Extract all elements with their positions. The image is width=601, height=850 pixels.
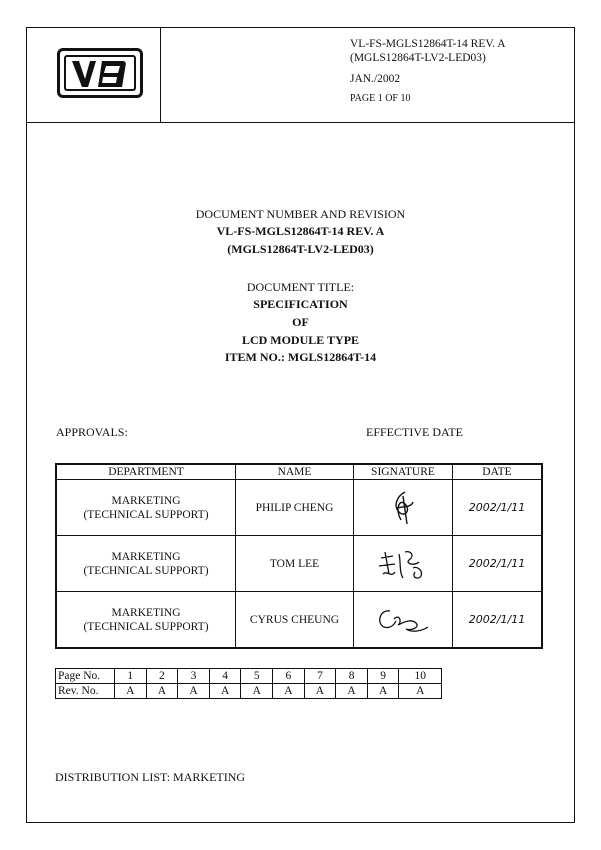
page-cell: 6 <box>273 669 305 684</box>
page-cell: 4 <box>209 669 241 684</box>
revision-table <box>55 668 442 699</box>
doc-number-model: (MGLS12864T-LV2-LED03) <box>227 242 374 256</box>
doc-number-heading: DOCUMENT NUMBER AND REVISION <box>195 207 406 221</box>
signature-icon <box>383 488 423 528</box>
doc-title-item: ITEM NO.: MGLS12864T-14 <box>224 350 377 364</box>
doc-title-line3: LCD MODULE TYPE <box>241 333 360 347</box>
signature-cell <box>354 592 453 649</box>
rev-row <box>56 684 442 699</box>
table-row <box>56 480 542 536</box>
doc-title-heading: DOCUMENT TITLE: <box>246 280 355 294</box>
doc-title-line2: OF <box>292 315 309 329</box>
company-logo <box>57 48 143 98</box>
page-cell: 3 <box>178 669 210 684</box>
department-cell: MARKETING (TECHNICAL SUPPORT) <box>56 480 236 536</box>
col-department: DEPARTMENT <box>56 464 236 480</box>
page-cell: 1 <box>115 669 147 684</box>
distribution-list: DISTRIBUTION LIST: MARKETING <box>55 770 246 784</box>
name-cell: PHILIP CHENG <box>236 480 354 536</box>
signature-cell <box>354 480 453 536</box>
signature-cell <box>354 536 453 592</box>
page-label: Page No. <box>56 669 115 684</box>
name-cell: TOM LEE <box>236 536 354 592</box>
date-cell: 2002/1/11 <box>453 592 543 649</box>
approvals-label: APPROVALS: <box>56 425 128 439</box>
rev-cell: A <box>304 684 336 699</box>
header-page: PAGE 1 OF 10 <box>350 93 411 104</box>
header-date: JAN./2002 <box>350 73 401 85</box>
col-name: NAME <box>236 464 354 480</box>
signature-icon <box>372 603 434 637</box>
rev-cell: A <box>399 684 442 699</box>
approvals-table <box>55 463 543 649</box>
page-row <box>56 669 442 684</box>
department-cell: MARKETING (TECHNICAL SUPPORT) <box>56 536 236 592</box>
rev-cell: A <box>241 684 273 699</box>
col-signature: SIGNATURE <box>354 464 453 480</box>
table-row <box>56 592 542 649</box>
doc-title-line1: SPECIFICATION <box>253 297 348 311</box>
rev-cell: A <box>209 684 241 699</box>
col-date: DATE <box>453 464 543 480</box>
effective-date-label: EFFECTIVE DATE <box>366 425 463 439</box>
logo-divider <box>160 27 161 122</box>
page-cell: 10 <box>399 669 442 684</box>
page-cell: 7 <box>304 669 336 684</box>
header-doc-number: VL-FS-MGLS12864T-14 REV. A <box>350 38 506 50</box>
date-cell: 2002/1/11 <box>453 480 543 536</box>
department-cell: MARKETING (TECHNICAL SUPPORT) <box>56 592 236 649</box>
header-model: (MGLS12864T-LV2-LED03) <box>350 52 486 64</box>
rev-cell: A <box>367 684 399 699</box>
page-cell: 5 <box>241 669 273 684</box>
page-cell: 8 <box>336 669 368 684</box>
logo-mark-icon <box>68 57 132 91</box>
rev-cell: A <box>273 684 305 699</box>
name-cell: CYRUS CHEUNG <box>236 592 354 649</box>
date-cell: 2002/1/11 <box>453 536 543 592</box>
doc-number-value: VL-FS-MGLS12864T-14 REV. A <box>216 224 385 238</box>
rev-cell: A <box>146 684 178 699</box>
rev-cell: A <box>115 684 147 699</box>
table-row <box>56 536 542 592</box>
rev-cell: A <box>336 684 368 699</box>
page-cell: 9 <box>367 669 399 684</box>
signature-icon <box>375 544 431 584</box>
rev-cell: A <box>178 684 210 699</box>
page-cell: 2 <box>146 669 178 684</box>
table-header-row <box>56 464 542 480</box>
rev-label: Rev. No. <box>56 684 115 699</box>
header-divider <box>26 122 575 123</box>
